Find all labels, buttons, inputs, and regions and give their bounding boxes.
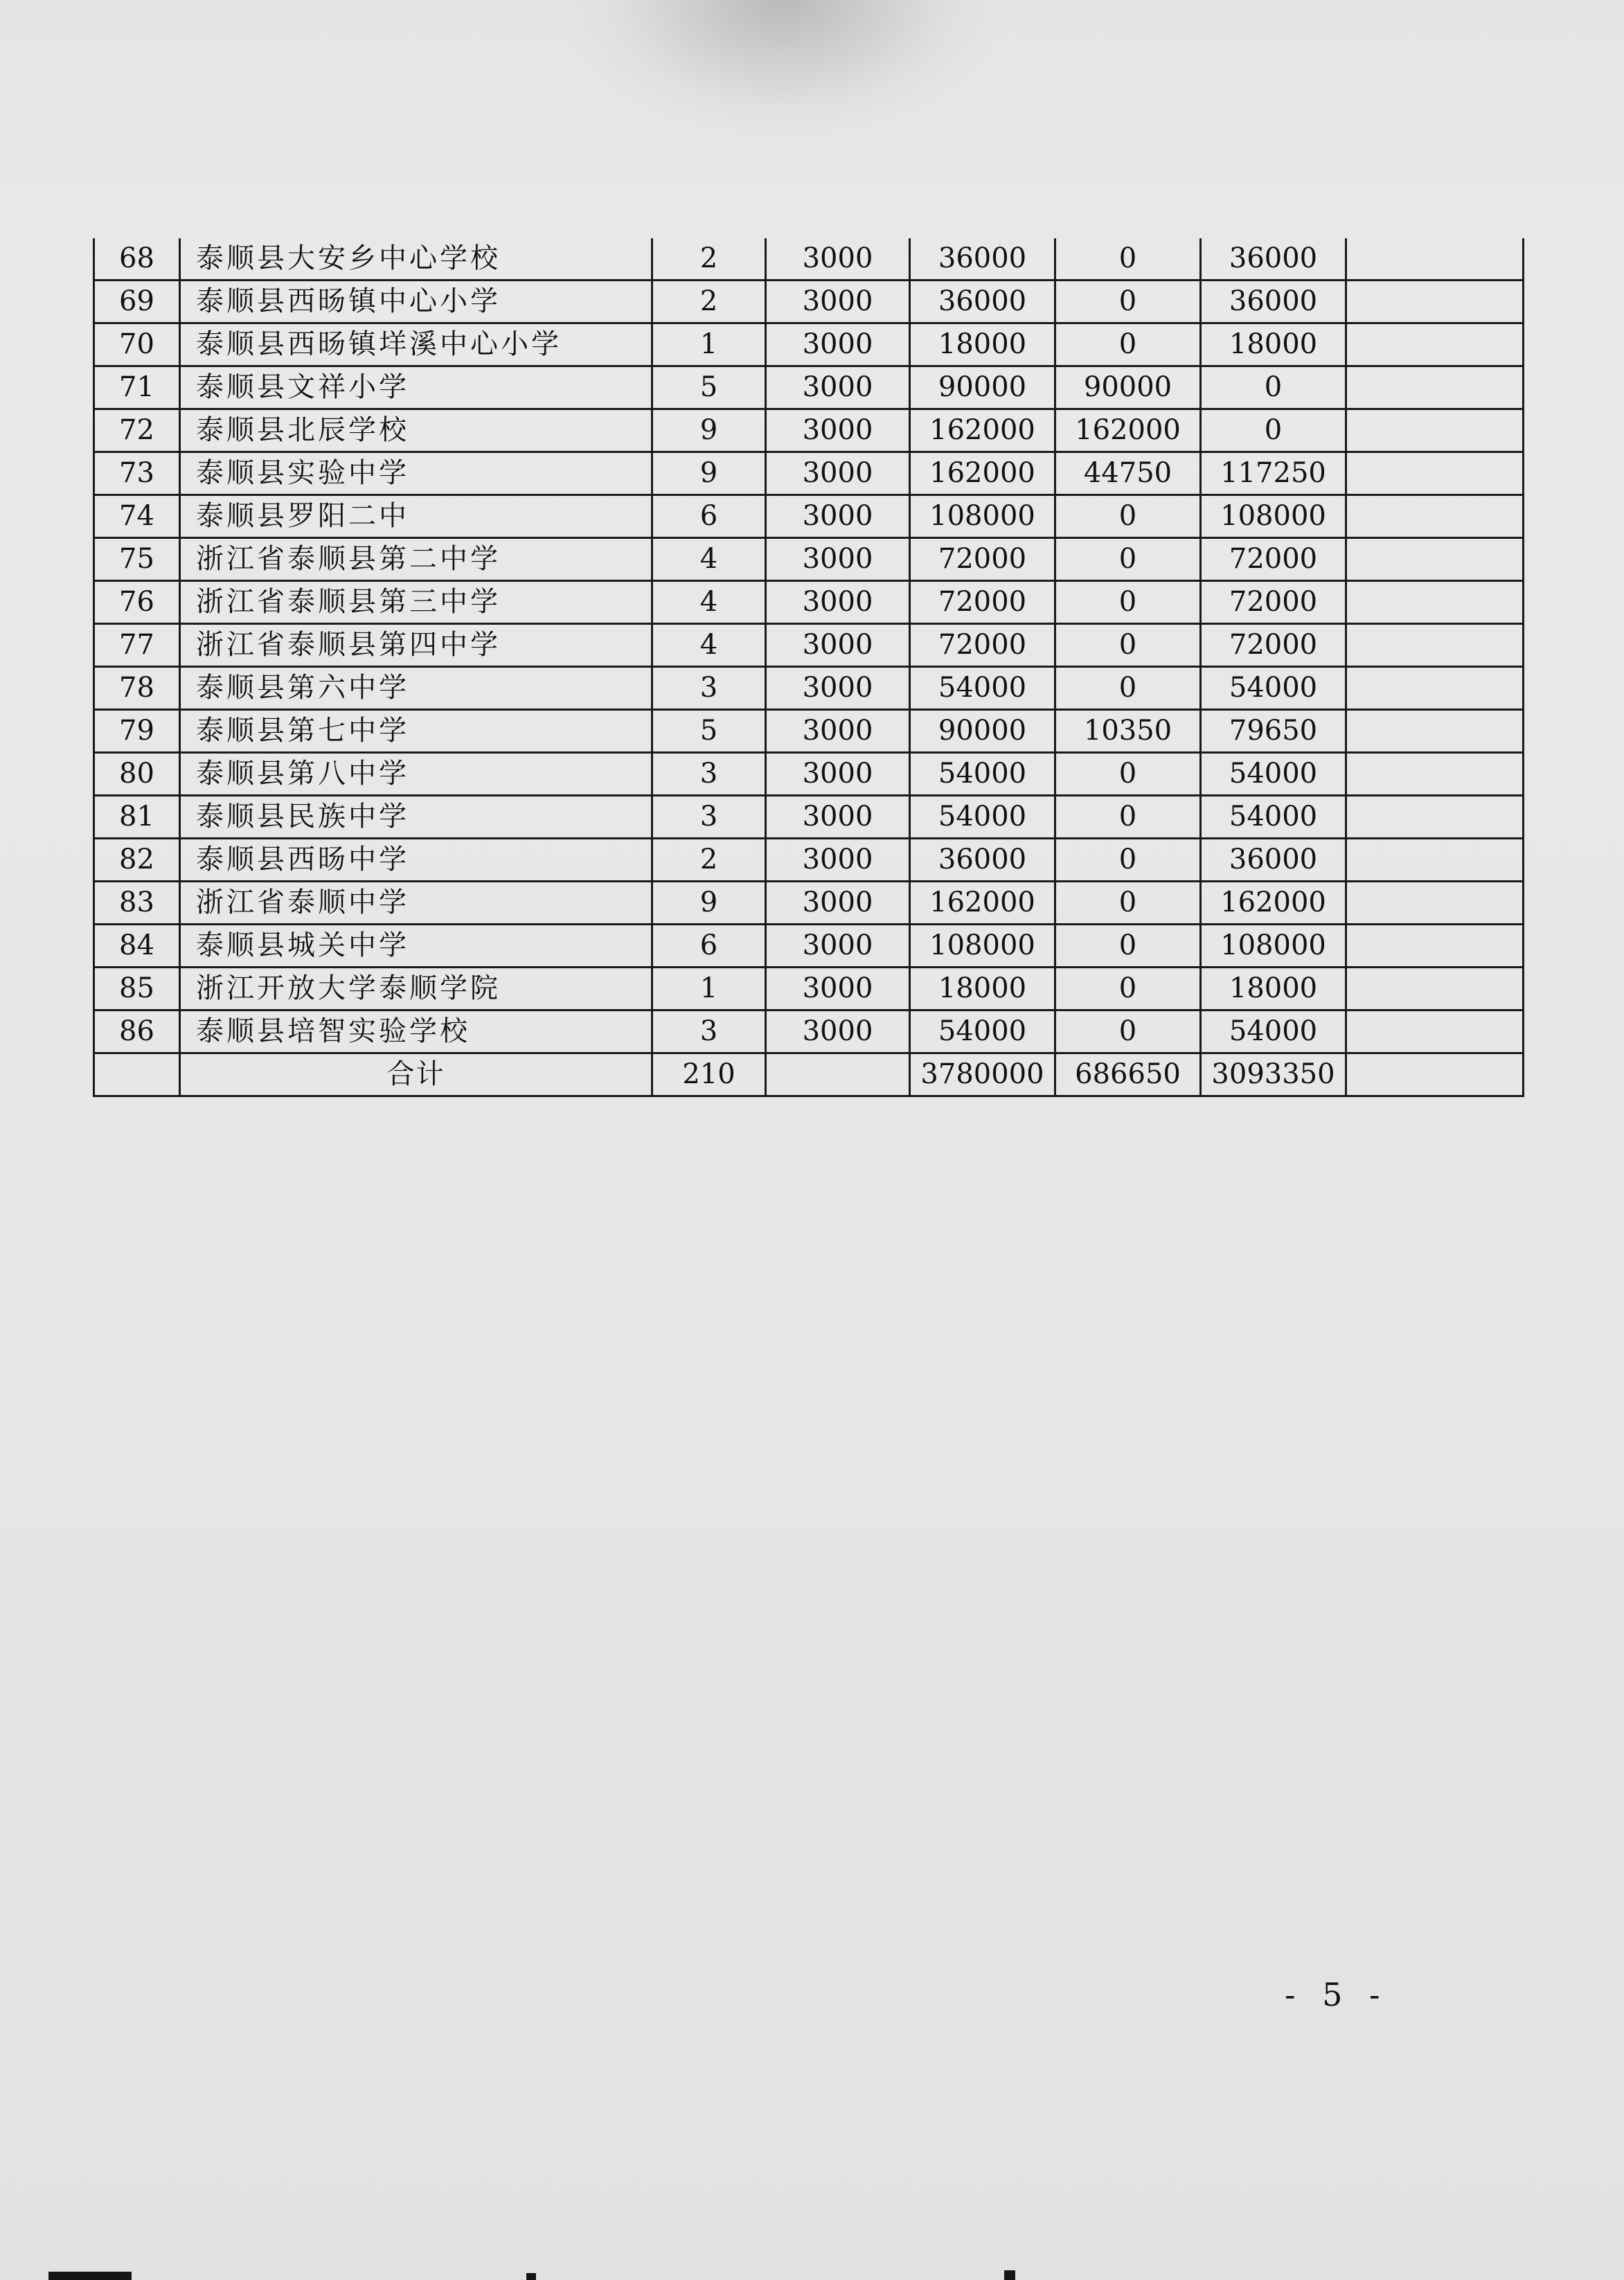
- cell-paid: 0: [1055, 925, 1201, 968]
- total-balance: 3093350: [1201, 1053, 1346, 1096]
- cell-balance: 54000: [1201, 667, 1346, 710]
- cell-no: 78: [94, 667, 180, 710]
- cell-amount: 72000: [910, 581, 1055, 624]
- cell-balance: 18000: [1201, 968, 1346, 1010]
- table-row: [94, 753, 1524, 796]
- cell-balance: 117250: [1201, 452, 1346, 495]
- cell-amount: 54000: [910, 1010, 1055, 1053]
- cell-amount: 72000: [910, 538, 1055, 581]
- total-paid: 686650: [1055, 1053, 1201, 1096]
- cell-count: 2: [652, 839, 766, 882]
- cell-note: [1346, 753, 1524, 796]
- cell-no: 83: [94, 882, 180, 925]
- cell-name: 泰顺县西旸中学: [180, 839, 652, 882]
- cell-no: 85: [94, 968, 180, 1010]
- cell-paid: 0: [1055, 238, 1201, 280]
- cell-name: 泰顺县城关中学: [180, 925, 652, 968]
- cell-no: 72: [94, 409, 180, 452]
- total-count: 210: [652, 1053, 766, 1096]
- table-row: [94, 366, 1524, 409]
- cell-paid: 0: [1055, 796, 1201, 839]
- cell-paid: 44750: [1055, 452, 1201, 495]
- table-row: [94, 667, 1524, 710]
- cell-balance: 72000: [1201, 538, 1346, 581]
- cell-standard: 3000: [766, 538, 910, 581]
- cell-count: 5: [652, 366, 766, 409]
- cell-paid: 0: [1055, 839, 1201, 882]
- cell-no: 75: [94, 538, 180, 581]
- cell-paid: 0: [1055, 968, 1201, 1010]
- cell-paid: 0: [1055, 667, 1201, 710]
- total-standard: [766, 1053, 910, 1096]
- cell-note: [1346, 366, 1524, 409]
- cell-standard: 3000: [766, 839, 910, 882]
- cell-standard: 3000: [766, 323, 910, 366]
- cell-no: 73: [94, 452, 180, 495]
- cell-standard: 3000: [766, 753, 910, 796]
- cell-no: 77: [94, 624, 180, 667]
- cell-balance: 0: [1201, 366, 1346, 409]
- cell-name: 泰顺县罗阳二中: [180, 495, 652, 538]
- cell-count: 4: [652, 538, 766, 581]
- cell-standard: 3000: [766, 452, 910, 495]
- cell-note: [1346, 624, 1524, 667]
- cell-amount: 36000: [910, 280, 1055, 323]
- table-row: [94, 495, 1524, 538]
- total-note: [1346, 1053, 1524, 1096]
- cell-amount: 108000: [910, 495, 1055, 538]
- cell-name: 泰顺县西旸镇中心小学: [180, 280, 652, 323]
- cell-balance: 108000: [1201, 495, 1346, 538]
- cell-name: 浙江开放大学泰顺学院: [180, 968, 652, 1010]
- cell-count: 3: [652, 1010, 766, 1053]
- cell-paid: 0: [1055, 581, 1201, 624]
- cell-count: 1: [652, 323, 766, 366]
- cell-balance: 36000: [1201, 280, 1346, 323]
- total-amount: 3780000: [910, 1053, 1055, 1096]
- cell-note: [1346, 925, 1524, 968]
- cell-amount: 90000: [910, 710, 1055, 753]
- cell-amount: 18000: [910, 323, 1055, 366]
- cell-no: 86: [94, 1010, 180, 1053]
- cell-amount: 54000: [910, 667, 1055, 710]
- cell-amount: 18000: [910, 968, 1055, 1010]
- cell-paid: 0: [1055, 753, 1201, 796]
- table-row: [94, 624, 1524, 667]
- cell-paid: 90000: [1055, 366, 1201, 409]
- cell-amount: 36000: [910, 238, 1055, 280]
- cell-name: 泰顺县大安乡中心学校: [180, 238, 652, 280]
- cell-amount: 162000: [910, 882, 1055, 925]
- cell-standard: 3000: [766, 366, 910, 409]
- allocation-table-container: [93, 238, 1522, 1097]
- cell-note: [1346, 968, 1524, 1010]
- cell-no: 76: [94, 581, 180, 624]
- total-row: [94, 1053, 1524, 1096]
- cell-no: [94, 1053, 180, 1096]
- cell-balance: 36000: [1201, 839, 1346, 882]
- table-row: [94, 581, 1524, 624]
- cell-amount: 162000: [910, 409, 1055, 452]
- cell-name: 泰顺县培智实验学校: [180, 1010, 652, 1053]
- cell-amount: 108000: [910, 925, 1055, 968]
- table-row: [94, 925, 1524, 968]
- table-body: [94, 238, 1524, 1096]
- cell-balance: 108000: [1201, 925, 1346, 968]
- table-row: [94, 409, 1524, 452]
- cell-no: 68: [94, 238, 180, 280]
- cell-no: 81: [94, 796, 180, 839]
- cell-note: [1346, 495, 1524, 538]
- cell-no: 82: [94, 839, 180, 882]
- cell-amount: 72000: [910, 624, 1055, 667]
- cell-paid: 0: [1055, 882, 1201, 925]
- cell-count: 1: [652, 968, 766, 1010]
- cell-standard: 3000: [766, 280, 910, 323]
- cell-count: 3: [652, 667, 766, 710]
- page-number: - 5 -: [1285, 1976, 1389, 2013]
- cell-name: 泰顺县第八中学: [180, 753, 652, 796]
- cell-balance: 36000: [1201, 238, 1346, 280]
- cell-note: [1346, 1010, 1524, 1053]
- cell-balance: 18000: [1201, 323, 1346, 366]
- cell-no: 80: [94, 753, 180, 796]
- cell-count: 6: [652, 925, 766, 968]
- cell-note: [1346, 796, 1524, 839]
- scan-shadow: [568, 0, 997, 139]
- cell-balance: 54000: [1201, 796, 1346, 839]
- cell-name: 泰顺县第七中学: [180, 710, 652, 753]
- cell-standard: 3000: [766, 925, 910, 968]
- cell-paid: 162000: [1055, 409, 1201, 452]
- table-row: [94, 452, 1524, 495]
- cell-note: [1346, 581, 1524, 624]
- table-row: [94, 882, 1524, 925]
- cell-name: 泰顺县北辰学校: [180, 409, 652, 452]
- cell-name: 泰顺县实验中学: [180, 452, 652, 495]
- cell-standard: 3000: [766, 667, 910, 710]
- table-row: [94, 839, 1524, 882]
- cell-no: 69: [94, 280, 180, 323]
- cell-note: [1346, 538, 1524, 581]
- cell-name: 浙江省泰顺县第二中学: [180, 538, 652, 581]
- cell-count: 3: [652, 753, 766, 796]
- cell-name: 泰顺县民族中学: [180, 796, 652, 839]
- cell-standard: 3000: [766, 238, 910, 280]
- cell-standard: 3000: [766, 796, 910, 839]
- cell-count: 9: [652, 409, 766, 452]
- cell-count: 2: [652, 280, 766, 323]
- scan-edge-marks: [0, 2259, 1624, 2280]
- cell-paid: 0: [1055, 1010, 1201, 1053]
- cell-count: 4: [652, 624, 766, 667]
- cell-balance: 54000: [1201, 1010, 1346, 1053]
- cell-balance: 54000: [1201, 753, 1346, 796]
- cell-balance: 79650: [1201, 710, 1346, 753]
- cell-no: 70: [94, 323, 180, 366]
- cell-note: [1346, 409, 1524, 452]
- cell-balance: 162000: [1201, 882, 1346, 925]
- cell-paid: 0: [1055, 624, 1201, 667]
- cell-standard: 3000: [766, 409, 910, 452]
- table-row: [94, 710, 1524, 753]
- cell-paid: 0: [1055, 323, 1201, 366]
- cell-count: 2: [652, 238, 766, 280]
- cell-name: 泰顺县西旸镇垟溪中心小学: [180, 323, 652, 366]
- cell-amount: 36000: [910, 839, 1055, 882]
- cell-paid: 0: [1055, 495, 1201, 538]
- cell-amount: 162000: [910, 452, 1055, 495]
- cell-amount: 54000: [910, 753, 1055, 796]
- cell-count: 9: [652, 452, 766, 495]
- cell-no: 84: [94, 925, 180, 968]
- cell-balance: 72000: [1201, 581, 1346, 624]
- cell-note: [1346, 839, 1524, 882]
- cell-no: 71: [94, 366, 180, 409]
- table-row: [94, 538, 1524, 581]
- cell-note: [1346, 238, 1524, 280]
- allocation-table: [93, 238, 1524, 1097]
- cell-note: [1346, 452, 1524, 495]
- cell-standard: 3000: [766, 882, 910, 925]
- cell-balance: 0: [1201, 409, 1346, 452]
- cell-balance: 72000: [1201, 624, 1346, 667]
- cell-note: [1346, 667, 1524, 710]
- cell-amount: 54000: [910, 796, 1055, 839]
- cell-standard: 3000: [766, 581, 910, 624]
- cell-no: 74: [94, 495, 180, 538]
- table-row: [94, 1010, 1524, 1053]
- cell-paid: 0: [1055, 538, 1201, 581]
- table-row: [94, 280, 1524, 323]
- table-row: [94, 968, 1524, 1010]
- cell-name: 泰顺县文祥小学: [180, 366, 652, 409]
- cell-standard: 3000: [766, 710, 910, 753]
- cell-standard: 3000: [766, 968, 910, 1010]
- cell-name: 浙江省泰顺县第三中学: [180, 581, 652, 624]
- table-row: [94, 796, 1524, 839]
- table-row: [94, 238, 1524, 280]
- cell-no: 79: [94, 710, 180, 753]
- cell-paid: 10350: [1055, 710, 1201, 753]
- cell-name: 浙江省泰顺中学: [180, 882, 652, 925]
- table-row: [94, 323, 1524, 366]
- cell-note: [1346, 882, 1524, 925]
- total-label: 合计: [180, 1053, 652, 1096]
- cell-count: 5: [652, 710, 766, 753]
- cell-count: 3: [652, 796, 766, 839]
- cell-name: 浙江省泰顺县第四中学: [180, 624, 652, 667]
- cell-count: 9: [652, 882, 766, 925]
- cell-count: 4: [652, 581, 766, 624]
- cell-standard: 3000: [766, 495, 910, 538]
- cell-note: [1346, 280, 1524, 323]
- cell-note: [1346, 323, 1524, 366]
- cell-paid: 0: [1055, 280, 1201, 323]
- cell-note: [1346, 710, 1524, 753]
- cell-count: 6: [652, 495, 766, 538]
- cell-standard: 3000: [766, 1010, 910, 1053]
- cell-amount: 90000: [910, 366, 1055, 409]
- cell-name: 泰顺县第六中学: [180, 667, 652, 710]
- cell-standard: 3000: [766, 624, 910, 667]
